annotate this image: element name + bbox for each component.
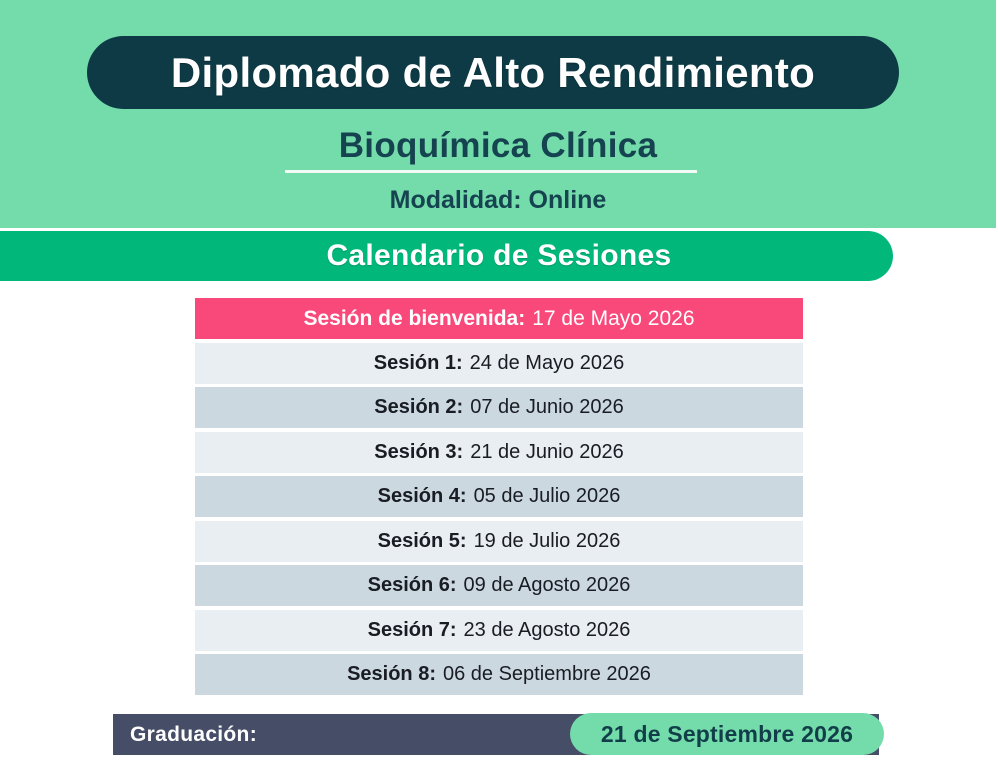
session-row — [195, 565, 803, 606]
session-label: Sesión 1: — [373, 351, 463, 374]
sessions-banner-label: Calendario de Sesiones — [326, 239, 672, 272]
session-label: Sesión 6: — [367, 574, 457, 596]
session-date: 09 de Agosto 2026 — [463, 574, 631, 596]
session-label: Sesión 2: — [374, 396, 464, 418]
sessions-banner — [0, 231, 893, 281]
session-date: 21 de Junio 2026 — [470, 440, 624, 463]
course-title: Bioquímica Clínica — [338, 126, 658, 165]
session-label: Sesión 3: — [374, 440, 464, 463]
graduation-date: 21 de Septiembre 2026 — [600, 720, 854, 747]
welcome-session-date: 17 de Mayo 2026 — [532, 306, 695, 330]
course-title-underline — [285, 170, 697, 173]
session-row — [195, 654, 803, 695]
session-date: 06 de Septiembre 2026 — [442, 663, 651, 685]
session-label: Sesión 5: — [377, 529, 467, 552]
session-label: Sesión 8: — [347, 663, 436, 685]
page-title: Diplomado de Alto Rendimiento — [170, 48, 816, 96]
welcome-session-row — [195, 298, 803, 339]
session-row — [195, 343, 803, 384]
session-table — [195, 298, 803, 695]
header-banner — [0, 0, 996, 228]
welcome-session-label: Sesión de bienvenida: — [303, 306, 526, 330]
session-date: 07 de Junio 2026 — [470, 396, 624, 418]
session-date: 24 de Mayo 2026 — [469, 351, 625, 374]
session-row — [195, 521, 803, 562]
session-row — [195, 432, 803, 473]
session-date: 19 de Julio 2026 — [473, 529, 621, 552]
session-row — [195, 476, 803, 517]
graduation-label: Graduación: — [130, 722, 257, 746]
session-label: Sesión 4: — [377, 485, 467, 507]
title-pill — [87, 36, 899, 109]
session-row — [195, 387, 803, 428]
graduation-date-pill — [570, 713, 884, 755]
session-date: 23 de Agosto 2026 — [463, 618, 631, 641]
session-date: 05 de Julio 2026 — [473, 485, 621, 507]
session-label: Sesión 7: — [367, 618, 457, 641]
modality-label: Modalidad: Online — [389, 186, 607, 214]
session-row — [195, 610, 803, 651]
